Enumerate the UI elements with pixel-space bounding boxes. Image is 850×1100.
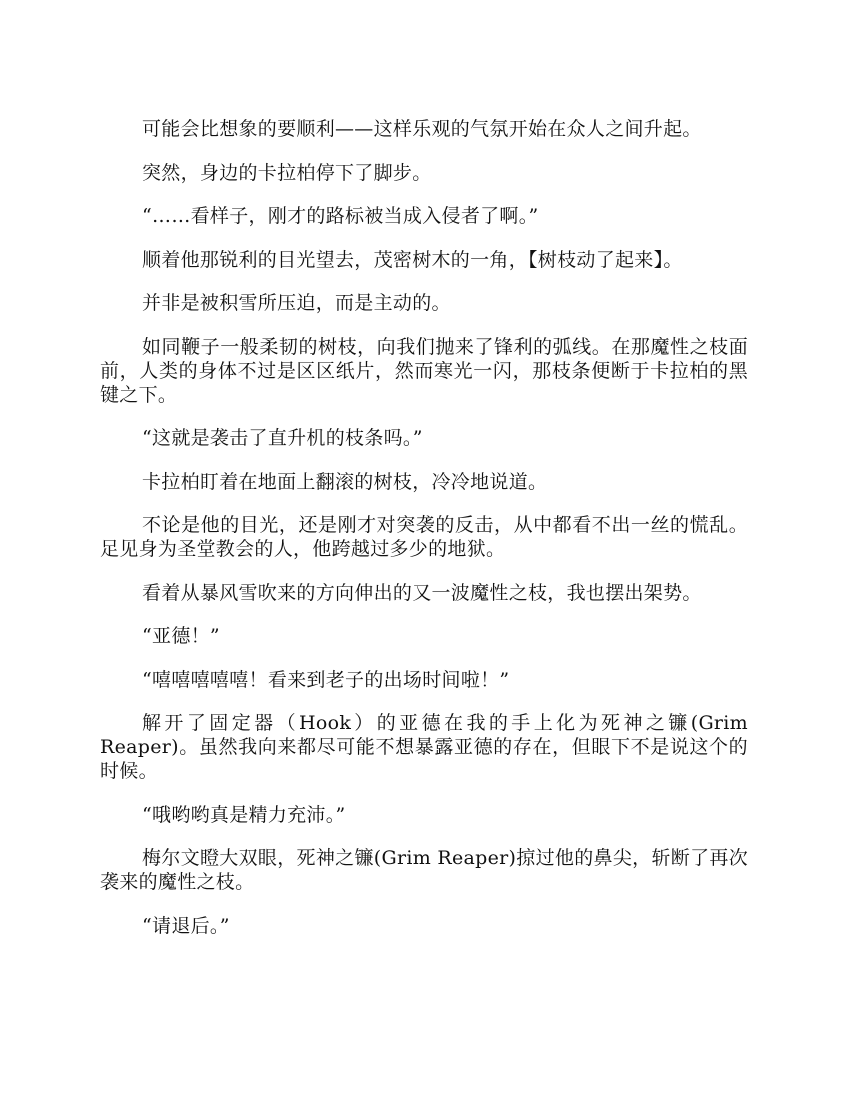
paragraph: 顺着他那锐利的目光望去，茂密树木的一角，【树枝动了起来】。	[142, 248, 683, 271]
paragraph: 突然，身边的卡拉柏停下了脚步。	[142, 161, 432, 184]
paragraph: 看着从暴风雪吹来的方向伸出的又一波魔性之枝，我也摆出架势。	[142, 581, 702, 604]
paragraph: “亚德！”	[142, 625, 220, 647]
paragraph: 梅尔文瞪大双眼，死神之镰(Grim Reaper)掠过他的鼻尖，斩断了再次袭来的魔性之枝。	[100, 847, 748, 893]
paragraph: “哦哟哟真是精力充沛。”	[142, 803, 346, 826]
paragraph: 可能会比想象的要顺利——这样乐观的气氛开始在众人之间升起。	[142, 118, 702, 140]
document-body	[100, 117, 748, 957]
paragraph: 解开了固定器（Hook）的亚德在我的手上化为死神之镰(Grim Reaper)。虽然我向来都尽可能不想暴露亚德的存在，但眼下不是说这个的时候。	[100, 712, 748, 782]
paragraph: “这就是袭击了直升机的枝条吗。”	[142, 427, 423, 449]
paragraph: “嘻嘻嘻嘻嘻！看来到老子的出场时间啦！”	[142, 668, 510, 691]
paragraph: 卡拉柏盯着在地面上翻滚的树枝，冷冷地说道。	[142, 470, 548, 493]
paragraph: “……看样子，刚才的路标被当成入侵者了啊。”	[142, 205, 539, 227]
paragraph: “请退后。”	[142, 914, 230, 937]
paragraph: 并非是被积雪所压迫，而是主动的。	[142, 292, 451, 314]
paragraph: 不论是他的目光，还是刚才对突袭的反击，从中都看不出一丝的慌乱。足见身为圣堂教会的人，他跨越过多少的地狱。	[100, 514, 748, 560]
paragraph: 如同鞭子一般柔韧的树枝，向我们抛来了锋利的弧线。在那魔性之枝面前，人类的身体不过是区区纸片，然而寒光一闪，那枝条便断于卡拉柏的黑键之下。	[100, 335, 748, 406]
